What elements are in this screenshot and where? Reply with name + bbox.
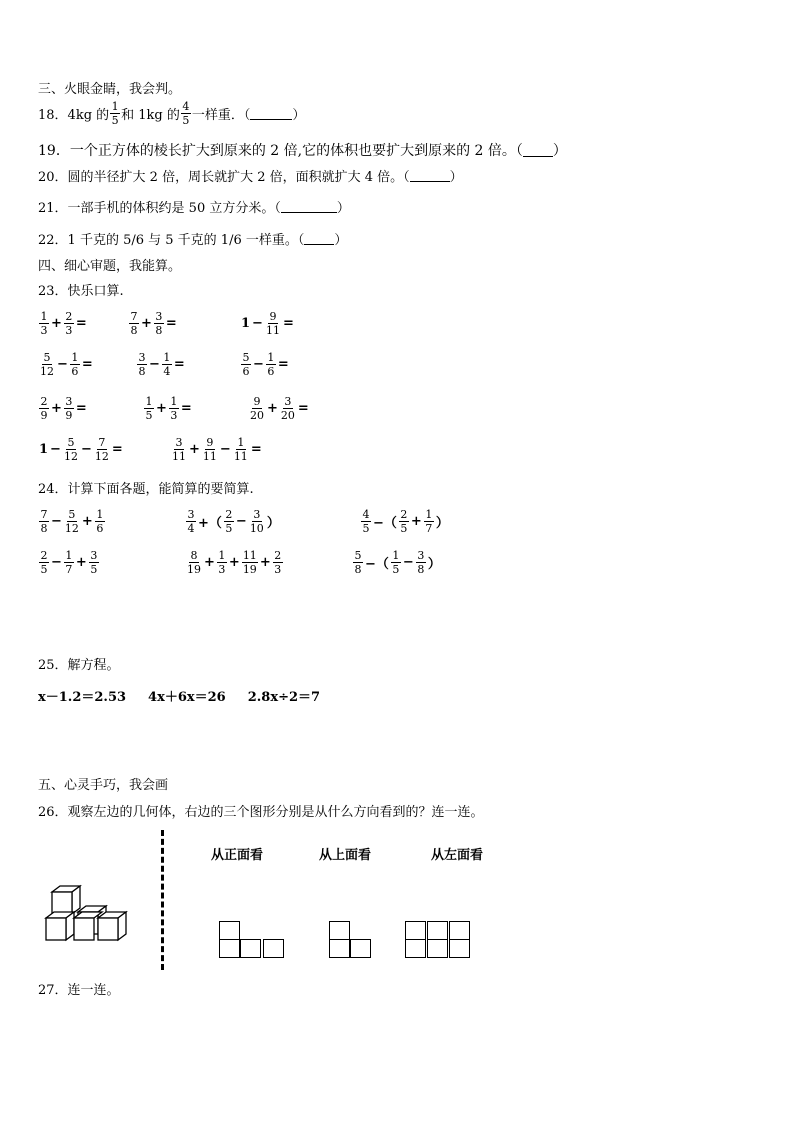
denominator: 5 [225, 522, 233, 535]
denominator: 11 [172, 450, 186, 463]
numerator: 7 [130, 310, 138, 323]
operator: + [259, 555, 271, 570]
question-27: 27．连一连。 [38, 983, 120, 998]
dashed-divider [161, 830, 164, 970]
numerator: 2 [274, 549, 282, 562]
numerator: 3 [90, 549, 98, 562]
operator: ） [427, 557, 441, 572]
numerator: 3 [155, 310, 163, 323]
answer-blank[interactable] [304, 232, 334, 245]
numerator: 3 [253, 508, 261, 521]
fraction [266, 351, 276, 378]
numerator: 2 [40, 549, 48, 562]
denominator: 8 [138, 365, 146, 378]
numerator: 1 [237, 436, 245, 449]
arithmetic-expression [128, 310, 177, 337]
operator: − [235, 514, 247, 529]
fraction [39, 508, 49, 535]
fraction [241, 351, 251, 378]
fraction: $\frac{1}{5}$ [111, 100, 119, 127]
equals-sign: = [173, 357, 185, 372]
operator: − [402, 555, 414, 570]
arithmetic-expression [143, 395, 192, 422]
denominator: 6 [71, 365, 79, 378]
denominator: 12 [64, 522, 79, 535]
arithmetic-expression [185, 549, 284, 576]
denominator: 8 [40, 522, 48, 535]
denominator: 20 [280, 409, 295, 422]
numerator: 9 [253, 395, 261, 408]
fraction [265, 310, 281, 337]
numerator: 1 [267, 351, 275, 364]
numerator: 1 [145, 395, 153, 408]
fraction [64, 310, 74, 337]
fraction [249, 508, 265, 535]
numerator: 3 [138, 351, 146, 364]
denominator: 19 [242, 563, 257, 576]
numerator: 9 [206, 436, 214, 449]
fraction [416, 549, 426, 576]
equals-sign: = [75, 401, 87, 416]
numerator: 1 [65, 549, 73, 562]
denominator: 3 [170, 409, 178, 422]
operator: ） [266, 516, 280, 531]
denominator: 3 [274, 563, 282, 576]
question-24-title: 24．计算下面各题，能简算的要简算. [38, 482, 254, 497]
fraction [64, 508, 80, 535]
operator: +（ [198, 516, 222, 531]
arithmetic-expression [38, 549, 100, 576]
equals-sign: = [111, 442, 123, 457]
numerator: 1 [96, 508, 104, 521]
fraction [186, 508, 196, 535]
fraction [89, 549, 99, 576]
operator: − [51, 514, 62, 529]
fraction [154, 310, 164, 337]
numerator: 2 [400, 508, 408, 521]
fraction [202, 436, 218, 463]
numerator: 3 [65, 395, 73, 408]
operator: + [81, 514, 93, 529]
numerator: 5 [67, 436, 75, 449]
arithmetic-expression [352, 549, 442, 576]
operator: − [252, 316, 263, 331]
denominator: 6 [242, 365, 250, 378]
arithmetic-expression [360, 508, 450, 535]
numerator: 1 [40, 310, 48, 323]
operator: + [267, 401, 278, 416]
equation-2: 4x＋6x＝26 [148, 690, 226, 705]
operator: + [410, 514, 422, 529]
fraction [399, 508, 409, 535]
denominator: 9 [40, 409, 48, 422]
operator: 1 [241, 316, 251, 331]
operator: −（ [365, 557, 389, 572]
question-22: 22．1 千克的 5/6 与 5 千克的 1/6 一样重。（ ） [38, 233, 348, 248]
denominator: 5 [40, 563, 48, 576]
denominator: 9 [65, 409, 73, 422]
equals-sign: = [75, 316, 87, 331]
numerator: 11 [242, 549, 257, 562]
arithmetic-expression [170, 436, 262, 463]
operator: + [51, 401, 62, 416]
equals-sign: = [297, 401, 309, 416]
denominator: 7 [425, 522, 433, 535]
arithmetic-expression [38, 395, 87, 422]
fraction [94, 436, 110, 463]
fraction [39, 351, 55, 378]
operator: − [149, 357, 160, 372]
denominator: 8 [130, 324, 138, 337]
operator: + [189, 442, 200, 457]
operator: − [219, 442, 231, 457]
denominator: 3 [65, 324, 73, 337]
operator: + [51, 316, 62, 331]
equations-row [38, 686, 320, 705]
operator: −（ [373, 516, 397, 531]
fraction [361, 508, 371, 535]
equals-sign: = [165, 316, 177, 331]
denominator: 12 [63, 450, 78, 463]
denominator: 4 [187, 522, 195, 535]
denominator: 11 [265, 324, 280, 337]
fraction [169, 395, 179, 422]
fraction: $\frac{4}{5}$ [182, 100, 190, 127]
answer-blank[interactable] [410, 169, 450, 182]
numerator: 9 [269, 310, 277, 323]
numerator: 3 [284, 395, 292, 408]
operator: − [80, 442, 92, 457]
denominator: 6 [96, 522, 104, 535]
equation-3: 2.8x÷2＝7 [247, 690, 321, 705]
fraction [129, 310, 139, 337]
denominator: 5 [362, 522, 370, 535]
section-3-title: 三、火眼金睛，我会判。 [38, 82, 182, 97]
equals-sign: = [180, 401, 192, 416]
question-18: 18． 4kg 的 $\frac{1}{5}$ 和 1kg 的 $\frac{4}{5}$ 一样重．（ ） [38, 100, 306, 127]
fraction [280, 395, 296, 422]
operator: − [51, 555, 62, 570]
arithmetic-expression [136, 351, 185, 378]
denominator: 3 [40, 324, 48, 337]
fraction [273, 549, 283, 576]
arithmetic-expression [240, 351, 289, 378]
numerator: 1 [163, 351, 171, 364]
numerator: 2 [65, 310, 73, 323]
answer-blank[interactable] [523, 144, 553, 157]
numerator: 1 [392, 549, 400, 562]
fraction [391, 549, 401, 576]
arithmetic-expression [38, 310, 87, 337]
denominator: 6 [267, 365, 275, 378]
numerator: 7 [98, 436, 106, 449]
operator: − [253, 357, 264, 372]
arithmetic-expression [185, 508, 281, 535]
denominator: 3 [218, 563, 226, 576]
operator: 1 [39, 442, 49, 457]
fraction [144, 395, 154, 422]
operator: − [50, 442, 61, 457]
numerator: 8 [190, 549, 198, 562]
equals-sign: = [250, 442, 262, 457]
fraction [242, 549, 258, 576]
answer-blank[interactable] [281, 200, 337, 213]
arithmetic-expression [240, 310, 294, 337]
view-label-front: 从正面看 [211, 848, 264, 863]
fraction [224, 508, 234, 535]
denominator: 5 [90, 563, 98, 576]
fraction [233, 436, 249, 463]
denominator: 5 [145, 409, 153, 422]
answer-blank[interactable] [250, 107, 292, 120]
section-5-title: 五、心灵手巧，我会画 [38, 778, 169, 793]
denominator: 11 [202, 450, 217, 463]
numerator: 1 [218, 549, 226, 562]
section-4-title: 四、细心审题，我能算。 [38, 259, 182, 274]
fraction [70, 351, 80, 378]
numerator: 1 [425, 508, 433, 521]
denominator: 5 [392, 563, 400, 576]
fraction [95, 508, 105, 535]
numerator: 5 [68, 508, 76, 521]
equals-sign: = [81, 357, 93, 372]
operator: + [141, 316, 152, 331]
equals-sign: = [277, 357, 289, 372]
numerator: 3 [187, 508, 195, 521]
fraction [424, 508, 434, 535]
fraction [186, 549, 202, 576]
view-label-top: 从上面看 [319, 848, 372, 863]
view-label-left: 从左面看 [431, 848, 484, 863]
denominator: 8 [417, 563, 425, 576]
numerator: 5 [242, 351, 250, 364]
fraction [39, 549, 49, 576]
operator: − [57, 357, 68, 372]
equals-sign: = [282, 316, 294, 331]
operator: + [156, 401, 167, 416]
question-20: 20．圆的半径扩大 2 倍，周长就扩大 2 倍，面积就扩大 4 倍。（ ） [38, 170, 463, 185]
fraction [39, 395, 49, 422]
question-25-title: 25．解方程。 [38, 658, 120, 673]
question-21: 21．一部手机的体积约是 50 立方分米。（ ） [38, 201, 350, 216]
denominator: 12 [94, 450, 109, 463]
denominator: 12 [40, 365, 54, 378]
denominator: 7 [65, 563, 73, 576]
numerator: 3 [175, 436, 183, 449]
numerator: 5 [43, 351, 51, 364]
numerator: 3 [417, 549, 425, 562]
operator: ） [435, 516, 449, 531]
fraction [64, 395, 74, 422]
question-19: 19．一个正方体的棱长扩大到原来的 2 倍,它的体积也要扩大到原来的 2 倍。（ ） [38, 143, 567, 159]
arithmetic-expression [248, 395, 309, 422]
fraction [249, 395, 265, 422]
arithmetic-expression [38, 351, 93, 378]
denominator: 8 [155, 324, 163, 337]
question-26: 26．观察左边的几何体，右边的三个图形分别是从什么方向看到的？连一连。 [38, 805, 484, 820]
operator: + [228, 555, 240, 570]
denominator: 10 [249, 522, 264, 535]
numerator: 1 [71, 351, 79, 364]
fraction [64, 549, 74, 576]
geometric-solid-figure [40, 880, 140, 945]
numerator: 4 [362, 508, 370, 521]
denominator: 19 [187, 563, 201, 576]
numerator: 2 [40, 395, 48, 408]
arithmetic-expression [38, 508, 106, 535]
fraction [217, 549, 227, 576]
numerator: 1 [170, 395, 178, 408]
numerator: 5 [354, 549, 362, 562]
question-23-title: 23．快乐口算. [38, 284, 124, 299]
fraction [137, 351, 147, 378]
operator: + [204, 555, 215, 570]
fraction [162, 351, 172, 378]
denominator: 5 [400, 522, 408, 535]
numerator: 7 [40, 508, 48, 521]
arithmetic-expression [38, 436, 123, 463]
fraction [39, 310, 49, 337]
operator: + [75, 555, 87, 570]
denominator: 4 [163, 365, 171, 378]
fraction [171, 436, 187, 463]
numerator: 2 [225, 508, 233, 521]
equation-1: x－1.2＝2.53 [38, 690, 127, 705]
denominator: 11 [233, 450, 248, 463]
fraction [63, 436, 79, 463]
fraction [353, 549, 363, 576]
denominator: 20 [250, 409, 264, 422]
denominator: 8 [354, 563, 362, 576]
